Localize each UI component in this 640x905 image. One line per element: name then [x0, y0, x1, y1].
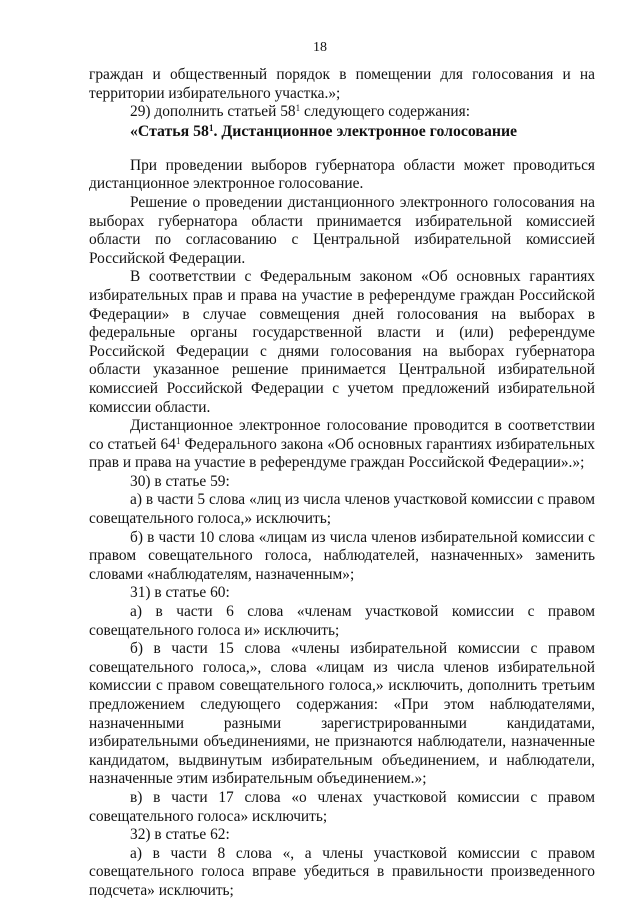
article-heading-tail: . Дистанционное электронное голосование — [213, 122, 518, 140]
item-29 — [89, 103, 595, 122]
subitem: б) в части 15 слова «члены избирательной комиссии с правом совещательного голоса,», слова «лицам из числа членов избирательной комиссии с правом совещательного голоса,» исключить, дополнить третьим предложением следующего содержания: «При этом наблюдателями, назначенными разными зарегистрированными кандидатами, избирательными объединениями, не признаются наблюдатели, назначенные кандидатом, выдвинутым избирательным объединением, и наблюдатели, назначенные этим избирательным объединением.»; — [89, 640, 595, 788]
paragraph-continuation: граждан и общественный порядок в помещении для голосования и на территории избирательного участка.»; — [89, 66, 595, 102]
superscript: 1 — [208, 122, 214, 133]
superscript: 1 — [295, 103, 301, 114]
subitem: а) в части 5 слова «лиц из числа членов участковой комиссии с правом совещательного голоса,» исключить; — [89, 491, 595, 528]
article-heading — [89, 122, 595, 141]
superscript: 1 — [175, 435, 181, 446]
article-heading-text: «Статья 58 — [130, 122, 209, 140]
item-32: 32) в статье 62: — [130, 826, 230, 844]
item-29-tail: следующего содержания: — [300, 103, 470, 121]
subitem: в) в части 17 слова «о членах участковой комиссии с правом совещательного голоса» исключить; — [89, 788, 595, 825]
subitem: б) в части 10 слова «лицам из числа членов избирательной комиссии с правом совещательного голоса, наблюдателей, назначенных» заменить словами «наблюдателям, назначенным»; — [89, 528, 595, 583]
item-30: 30) в статье 59: — [130, 472, 230, 490]
document-body — [89, 66, 595, 901]
paragraph: Решение о проведении дистанционного электронного голосования на выборах губернатора области принимается избирательной комиссией области по согласованию с Центральной избирательной комиссией Российской Федерации. — [89, 193, 595, 267]
paragraph: В соответствии с Федеральным законом «Об основных гарантиях избирательных прав и права на участие в референдуме граждан Российской Федерации» в случае совмещения дней голосования на выборах в федеральные органы государственной власти и (или) референдуме Российской Федерации с днями голосования на выборах губернатора области указанное решение принимается Центральной избирательной комиссией Российской Федерации с учетом предложений избирательной комиссии области. — [89, 268, 595, 416]
paragraph-tail: Федерального закона «Об основных гарантиях избирательных прав и права на участие в референдуме граждан Российской Федерации».»; — [89, 435, 595, 472]
subitem: а) в части 6 слова «членам участковой комиссии с правом совещательного голоса и» исключить; — [89, 603, 595, 639]
item-29-text: 29) дополнить статьей 58 — [130, 103, 296, 121]
paragraph: При проведении выборов губернатора области может проводиться дистанционное электронное голосование. — [89, 156, 595, 193]
item-31: 31) в статье 60: — [130, 584, 230, 602]
subitem: а) в части 8 слова «, а члены участковой комиссии с правом совещательного голоса вправе убедиться в правильности произведенного подсчета» исключить; — [89, 844, 595, 899]
paragraph — [89, 417, 595, 473]
paragraph-text: Дистанционное электронное голосование проводится в соответствии со статьей 64 — [89, 417, 595, 453]
page-number: 18 — [313, 40, 327, 55]
